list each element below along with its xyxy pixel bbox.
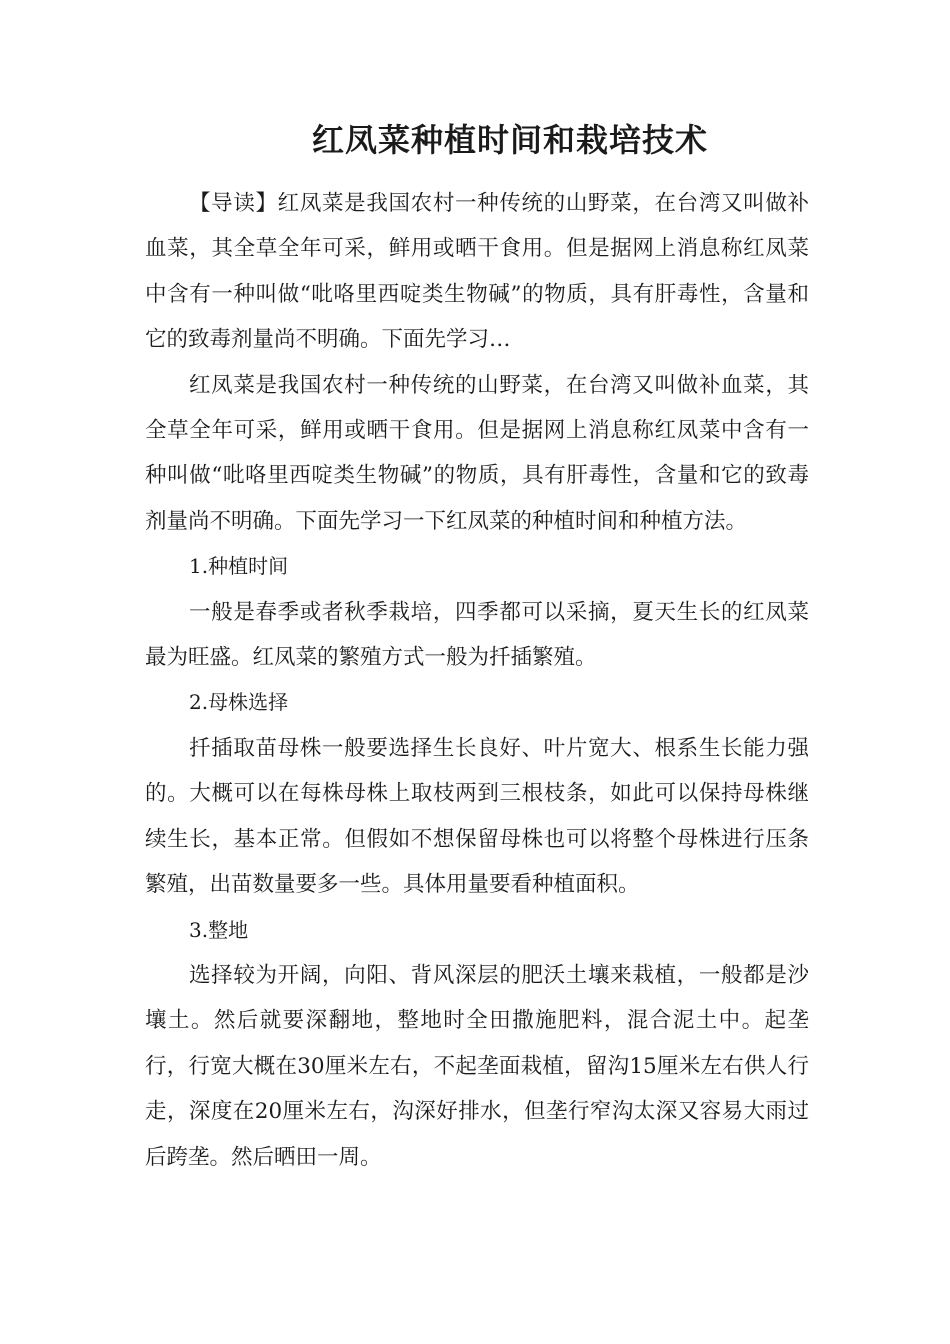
- document-body: [145, 181, 809, 1180]
- section-heading-land-preparation: 3.整地: [189, 917, 249, 942]
- section-heading-mother-plant: 2.母株选择: [189, 690, 289, 715]
- body-paragraph: 一般是春季或者秋季栽培，四季都可以采摘，夏天生长的红凤菜最为旺盛。红凤菜的繁殖方式一般为扦插繁殖。: [145, 599, 809, 671]
- document-title: 红凤菜种植时间和栽培技术: [311, 121, 708, 159]
- body-paragraph: 选择较为开阔，向阳、背风深层的肥沃土壤来栽植，一般都是沙壤土。然后就要深翻地，整地时全田撒施肥料，混合泥土中。起垄行，行宽大概在30厘米左右，不起垄面栽植，留沟15厘米左右供人行走，深度在20厘米左右，沟深好排水，但垄行窄沟太深又容易大雨过后跨垄。然后晒田一周。: [145, 962, 809, 1170]
- body-paragraph: 红凤菜是我国农村一种传统的山野菜，在台湾又叫做补血菜，其全草全年可采，鲜用或晒干食用。但是据网上消息称红凤菜中含有一种叫做“吡咯里西啶类生物碱”的物质，具有肝毒性，含量和它的致毒剂量尚不明确。下面先学习一下红凤菜的种植时间和种植方法。: [145, 372, 809, 534]
- intro-paragraph: 【导读】红凤菜是我国农村一种传统的山野菜，在台湾又叫做补血菜，其全草全年可采，鲜用或晒干食用。但是据网上消息称红凤菜中含有一种叫做“吡咯里西啶类生物碱”的物质，具有肝毒性，含量和它的致毒剂量尚不明确。下面先学习…: [145, 191, 809, 353]
- section-heading-planting-time: 1.种植时间: [189, 554, 289, 579]
- body-paragraph: 扦插取苗母株一般要选择生长良好、叶片宽大、根系生长能力强的。大概可以在每株母株上取枝两到三根枝条，如此可以保持母株继续生长，基本正常。但假如不想保留母株也可以将整个母株进行压条繁殖，出苗数量要多一些。具体用量要看种植面积。: [145, 735, 809, 898]
